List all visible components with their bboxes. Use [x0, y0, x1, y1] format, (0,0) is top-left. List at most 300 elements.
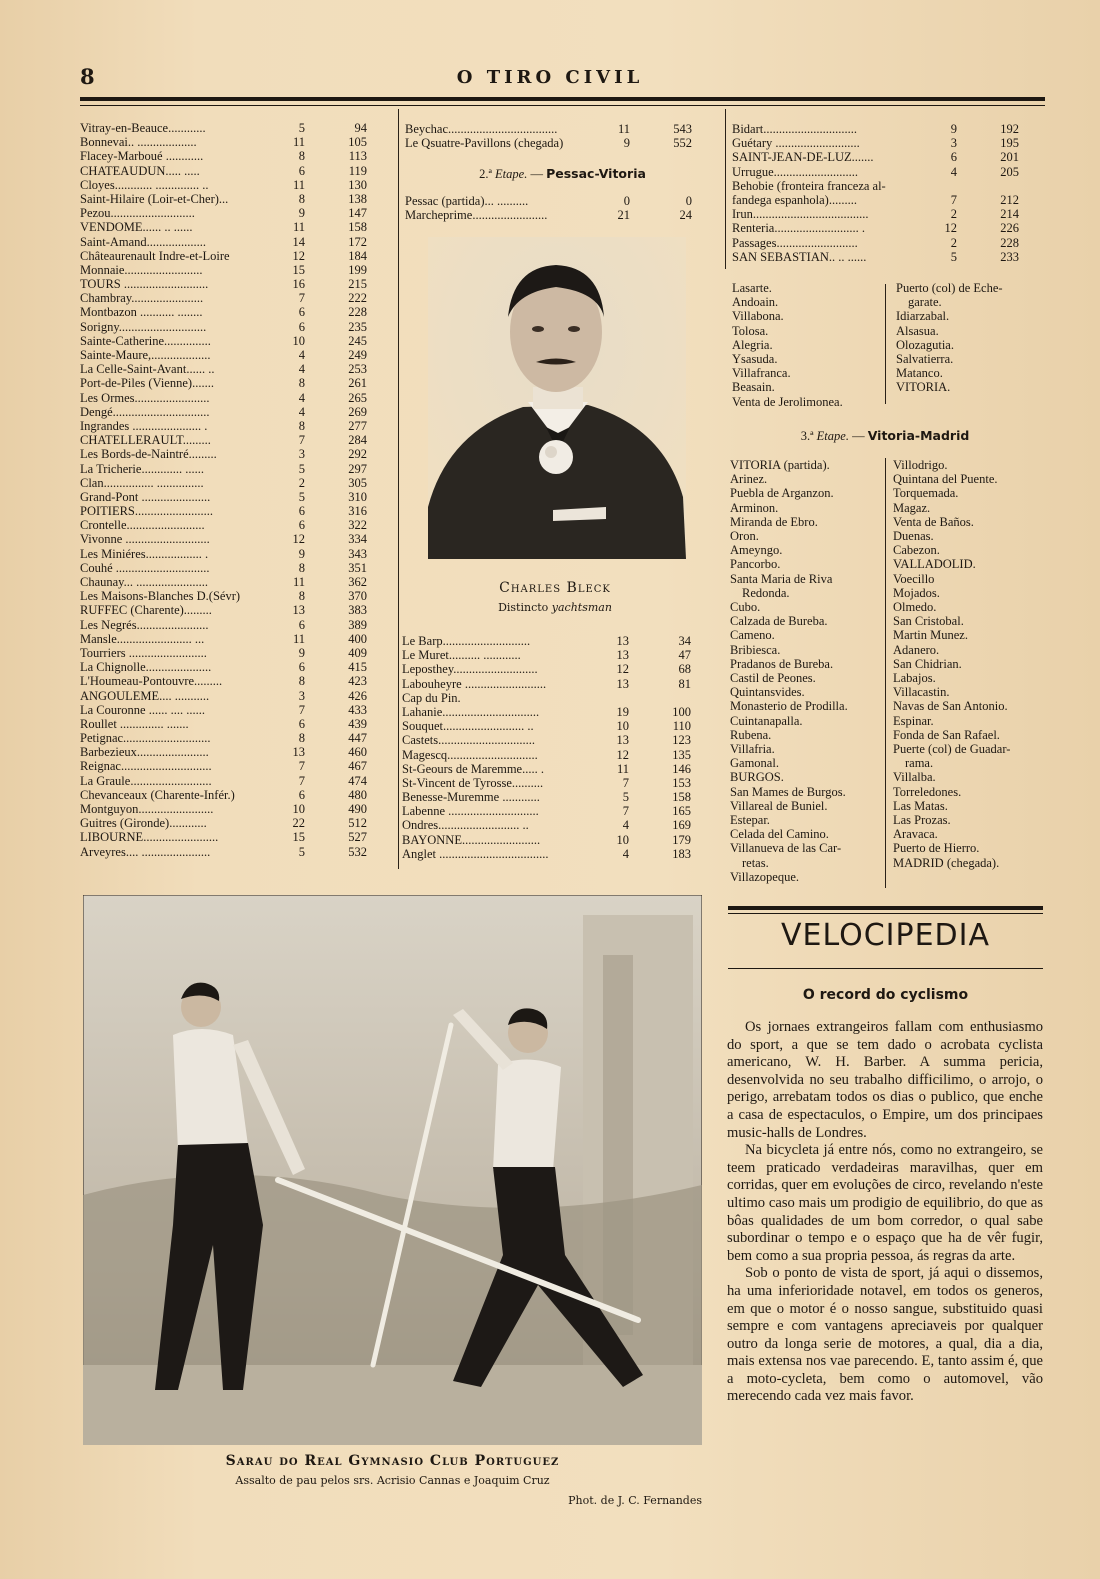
- stage-km: 8: [298, 149, 305, 164]
- etape-2-heading: 2.ª Etape. — Pessac-Vitoria: [479, 166, 646, 181]
- place-name: Ysasuda.: [732, 352, 778, 367]
- place-name: VALLADOLID.: [893, 557, 976, 572]
- stage-km: 4: [622, 818, 629, 833]
- place-name: Gamonal.: [730, 756, 779, 771]
- place-name: Bidart..............................: [732, 122, 857, 136]
- cumulative-km: 123: [672, 733, 691, 748]
- itinerary-row: [732, 122, 1022, 136]
- stage-km: 8: [298, 376, 305, 391]
- place-name: Clan................ ...............: [80, 475, 204, 490]
- place-name: Redonda.: [742, 585, 790, 600]
- itinerary-row: [80, 447, 370, 461]
- cumulative-km: 153: [672, 775, 691, 790]
- place-name: Bonnevai.. ...................: [80, 135, 197, 150]
- place-name: Ondres.......................... ..: [402, 818, 529, 833]
- cumulative-km: 205: [1000, 164, 1019, 179]
- place-name: POITIERS.........................: [80, 504, 213, 519]
- stage-km: 14: [292, 234, 305, 249]
- place-name: Villafria.: [730, 742, 775, 757]
- place-name: Les Ormes........................: [80, 390, 210, 405]
- itinerary-row: [80, 731, 370, 745]
- page-number: 8: [80, 64, 95, 89]
- itinerary-row: [80, 277, 370, 291]
- cumulative-km: 284: [348, 433, 367, 448]
- place-name: Mansle........................ ...: [80, 631, 205, 646]
- itinerary-row: [80, 164, 370, 178]
- stage-km: 2: [298, 475, 305, 490]
- photo-caption-title: Sarau do Real Gymnasio Club Portuguez: [225, 1453, 560, 1469]
- stage-km: 6: [298, 518, 305, 533]
- itinerary-row: [80, 291, 370, 305]
- article-headline: O record do cyclismo: [802, 987, 969, 1003]
- place-name: Villafranca.: [732, 366, 791, 381]
- itinerary-table-col2-bottom: [402, 634, 694, 861]
- place-name: SAINT-JEAN-DE-LUZ.......: [732, 150, 874, 165]
- itinerary-row: [732, 250, 1022, 264]
- itinerary-table-col2-top: [405, 122, 695, 150]
- stage-km: 5: [298, 844, 305, 859]
- place-name: Villodrigo.: [893, 458, 948, 472]
- place-name: Les Negrés.......................: [80, 617, 209, 632]
- itinerary-row: [80, 660, 370, 674]
- itinerary-row: [80, 632, 370, 646]
- cumulative-km: 512: [348, 816, 367, 831]
- itinerary-row: [80, 618, 370, 632]
- place-name: Sainte-Catherine...............: [80, 333, 211, 348]
- cumulative-km: 113: [348, 149, 367, 164]
- place-name: Magaz.: [893, 500, 931, 515]
- itinerary-row: [80, 206, 370, 220]
- cumulative-km: 214: [1000, 207, 1019, 222]
- stage-km: 6: [298, 163, 305, 178]
- place-name: San Mames de Burgos.: [730, 784, 846, 799]
- place-name: San Cristobal.: [893, 614, 964, 629]
- cumulative-km: 130: [348, 177, 367, 192]
- place-name: garate.: [908, 295, 942, 310]
- place-name: San Chidrian.: [893, 656, 962, 671]
- place-name: Duenas.: [893, 529, 934, 544]
- cumulative-km: 265: [348, 390, 367, 405]
- stage-km: 11: [292, 575, 305, 589]
- stage-km: 12: [616, 662, 629, 677]
- place-name: Lahanie...............................: [402, 704, 540, 719]
- stage-km: 4: [298, 404, 305, 419]
- place-name: rama.: [905, 756, 934, 771]
- itinerary-row: [402, 790, 694, 804]
- itinerary-row: [80, 220, 370, 234]
- itinerary-row: [405, 208, 695, 222]
- cumulative-km: 362: [348, 575, 367, 589]
- stage-km: 21: [617, 208, 630, 223]
- stage-km: 6: [950, 150, 957, 165]
- cumulative-km: 532: [348, 844, 367, 859]
- cumulative-km: 158: [348, 220, 367, 235]
- stage-km: 6: [298, 319, 305, 334]
- column-divider: [398, 109, 399, 869]
- itinerary-row: [80, 774, 370, 788]
- itinerary-row: [80, 178, 370, 192]
- place-name: Montguyon........................: [80, 802, 214, 816]
- place-name: Venta de Jerolimonea.: [732, 394, 843, 409]
- place-name: Torreledones.: [893, 784, 962, 799]
- cumulative-km: 179: [672, 832, 691, 847]
- cumulative-km: 334: [348, 532, 367, 547]
- stage-km: 11: [617, 122, 630, 136]
- fencing-photo: [83, 895, 702, 1445]
- place-name: Vitray-en-Beauce............: [80, 121, 206, 135]
- cumulative-km: 269: [348, 404, 367, 419]
- itinerary-row: [80, 348, 370, 362]
- cumulative-km: 490: [348, 802, 367, 816]
- place-name: Cap du Pin.: [402, 690, 461, 705]
- place-name: Chaunay... .......................: [80, 575, 208, 589]
- place-name: Villareal de Buniel.: [730, 798, 828, 813]
- stage-km: 13: [616, 634, 629, 648]
- stage-km: 5: [298, 489, 305, 504]
- itinerary-row: [402, 748, 694, 762]
- itinerary-table-col2-mid: [405, 194, 695, 222]
- itinerary-row: [80, 362, 370, 376]
- itinerary-row: [402, 847, 694, 861]
- place-name: VENDOME...... .. ......: [80, 220, 193, 235]
- cumulative-km: 228: [348, 305, 367, 320]
- stage-km: 6: [298, 305, 305, 320]
- stage-km: 7: [622, 775, 629, 790]
- stage-km: 3: [298, 688, 305, 703]
- itinerary-row: [732, 207, 1022, 221]
- place-name: Couhé ..............................: [80, 560, 210, 575]
- place-name: Reignac.............................: [80, 759, 212, 774]
- place-name: Renteria........................... .: [732, 221, 865, 236]
- place-name: Labouheyre ..........................: [402, 676, 547, 691]
- place-name: Le Barp............................: [402, 634, 531, 648]
- article-paragraph: Os jornaes extrangeiros fallam com enthusiasmo do sport, a que se tem dado o acrobata cyclista americano, W. H. Barber. A summa pericia, desenvolvida no seu trabalho difficilimo, o arrojo, o perigo, arrebatam todos os dias o publico, que enche a casa de espectaculos, o Empire, um dos principaes music-halls de Londres.: [727, 1019, 1043, 1141]
- place-name: Ingrandes ...................... .: [80, 418, 208, 433]
- place-name: Beasain.: [732, 380, 775, 395]
- place-name: Port-de-Piles (Vienne).......: [80, 376, 214, 391]
- itinerary-row: [402, 634, 694, 648]
- cumulative-km: 158: [672, 790, 691, 805]
- place-name: Villacastin.: [893, 685, 950, 700]
- place-name: Salvatierra.: [896, 352, 954, 367]
- stage-km: 10: [292, 802, 305, 816]
- place-name: Puebla de Arganzon.: [730, 486, 834, 501]
- stage-km: 7: [298, 291, 305, 306]
- photo-caption-sub: Assalto de pau pelos srs. Acrisio Cannas e Joaquim Cruz: [235, 1474, 550, 1487]
- place-name: L'Houmeau-Pontouvre.........: [80, 674, 223, 689]
- place-name: Anglet ...................................: [402, 846, 549, 861]
- place-name: Voecillo: [893, 571, 935, 586]
- itinerary-row: [405, 194, 695, 208]
- cumulative-km: 47: [678, 648, 691, 663]
- place-name: Cuintanapalla.: [730, 713, 803, 728]
- column-divider: [885, 284, 886, 404]
- stage-km: 9: [298, 206, 305, 221]
- place-name: Tolosa.: [732, 323, 769, 338]
- portrait-caption-sub: Distincto yachtsman: [498, 601, 612, 614]
- stage-km: 7: [622, 804, 629, 819]
- place-name: Barbezieux.......................: [80, 745, 209, 760]
- place-name: Saint-Amand...................: [80, 234, 207, 249]
- itinerary-row: [80, 490, 370, 504]
- place-name: Sainte-Maure,...................: [80, 348, 211, 362]
- itinerary-row: [80, 575, 370, 589]
- place-name: Miranda de Ebro.: [730, 514, 818, 529]
- stage-km: 8: [298, 731, 305, 746]
- place-name: Quintansvides.: [730, 685, 805, 700]
- stage-km: 4: [298, 390, 305, 405]
- itinerary-row: [402, 719, 694, 733]
- place-name: Celada del Camino.: [730, 827, 829, 842]
- place-name: Castil de Peones.: [730, 671, 816, 686]
- itinerary-row: [80, 334, 370, 348]
- place-name: Beychac...................................: [405, 122, 558, 136]
- place-name: Roullet .............. .......: [80, 716, 189, 731]
- place-name: RUFFEC (Charente).........: [80, 603, 212, 618]
- column-divider: [885, 458, 886, 888]
- cumulative-km: 249: [348, 348, 367, 362]
- place-name: Olmedo.: [893, 600, 937, 615]
- cumulative-km: 34: [678, 634, 691, 648]
- cumulative-km: 169: [672, 818, 691, 833]
- place-name: Arveyres.... ......................: [80, 844, 211, 859]
- itinerary-row: [80, 476, 370, 490]
- stage-km: 9: [623, 136, 630, 151]
- cumulative-km: 233: [1000, 249, 1019, 264]
- place-name: Pezou...........................: [80, 206, 195, 221]
- cumulative-km: 165: [672, 804, 691, 819]
- cumulative-km: 439: [348, 716, 367, 731]
- cumulative-km: 527: [348, 830, 367, 845]
- place-name: Les Maisons-Blanches D.(Sévr): [80, 589, 241, 604]
- stage-km: 16: [292, 277, 305, 292]
- place-name: retas.: [742, 855, 769, 870]
- stage-km: 13: [616, 676, 629, 691]
- place-name: Monasterio de Prodilla.: [730, 699, 848, 714]
- itinerary-row: [732, 193, 1022, 207]
- place-name: Urrugue...........................: [732, 164, 859, 179]
- itinerary-row: [80, 391, 370, 405]
- itinerary-row: [402, 648, 694, 662]
- itinerary-row: [732, 150, 1022, 164]
- cumulative-km: 426: [348, 688, 367, 703]
- stage-km: 11: [292, 177, 305, 192]
- place-name: Le Qsuatre-Pavillons (chegada): [405, 136, 564, 151]
- stage-km: 9: [298, 645, 305, 660]
- place-name: Cloyes............ .............. ..: [80, 177, 209, 192]
- newspaper-title: O TIRO CIVIL: [456, 67, 644, 88]
- etape-3-heading: 3.ª Etape. — Vitoria-Madrid: [800, 428, 970, 443]
- cumulative-km: 389: [348, 617, 367, 632]
- stage-km: 19: [616, 704, 629, 719]
- cumulative-km: 138: [348, 191, 367, 206]
- stage-km: 11: [616, 761, 629, 776]
- itinerary-row: [732, 221, 1022, 235]
- stage-km: 12: [944, 221, 957, 236]
- place-name: Fonda de San Rafael.: [893, 727, 1000, 742]
- place-name: Pessac (partida)... ..........: [405, 194, 529, 208]
- cumulative-km: 222: [348, 291, 367, 306]
- place-name: Irun.....................................: [732, 207, 869, 222]
- stage-km: 12: [292, 532, 305, 547]
- itinerary-row: [80, 603, 370, 617]
- place-name: La Tricherie............. ......: [80, 461, 204, 476]
- itinerary-row: [80, 504, 370, 518]
- place-name: VITORIA.: [896, 380, 951, 395]
- place-name: TOURS ...........................: [80, 277, 209, 292]
- itinerary-row: [80, 419, 370, 433]
- place-name: St-Geours de Maremme..... .: [402, 761, 544, 776]
- place-name: Souquet.......................... ..: [402, 719, 534, 734]
- section-rule: [728, 906, 1043, 910]
- stage-km: 5: [298, 461, 305, 476]
- cumulative-km: 184: [348, 248, 367, 263]
- place-name: Adanero.: [893, 642, 940, 657]
- place-name: Cabezon.: [893, 543, 940, 558]
- place-name: Lasarte.: [732, 281, 772, 295]
- place-name: Olozagutia.: [896, 337, 954, 352]
- stage-km: 3: [950, 136, 957, 151]
- place-name: fandega espanhola).........: [732, 192, 857, 207]
- stage-km: 12: [616, 747, 629, 762]
- stage-km: 8: [298, 191, 305, 206]
- photo-credit: Phot. de J. C. Fernandes: [568, 1494, 702, 1507]
- itinerary-row: [80, 149, 370, 163]
- cumulative-km: 201: [1000, 150, 1019, 165]
- itinerary-row: [80, 703, 370, 717]
- place-name: Espinar.: [893, 713, 934, 728]
- cumulative-km: 423: [348, 674, 367, 689]
- place-name: Sorigny............................: [80, 319, 207, 334]
- itinerary-row: [80, 830, 370, 844]
- place-name: Crontelle.........................: [80, 518, 205, 533]
- cumulative-km: 81: [678, 676, 691, 691]
- stage-km: 7: [950, 192, 957, 207]
- itinerary-row: [402, 776, 694, 790]
- stage-km: 5: [622, 790, 629, 805]
- stage-km: 22: [292, 816, 305, 831]
- stage-km: 2: [950, 235, 957, 250]
- route-list-right: [893, 458, 1045, 870]
- cumulative-km: 310: [348, 489, 367, 504]
- cumulative-km: 68: [678, 662, 691, 677]
- itinerary-row: [80, 802, 370, 816]
- itinerary-row: [80, 462, 370, 476]
- cumulative-km: 195: [1000, 136, 1019, 151]
- cumulative-km: 105: [348, 135, 367, 150]
- itinerary-table-col3-top: [732, 122, 1022, 264]
- itinerary-row: [405, 122, 695, 136]
- cumulative-km: 400: [348, 631, 367, 646]
- place-name: BURGOS.: [730, 770, 784, 785]
- place-name: Calzada de Bureba.: [730, 614, 828, 629]
- place-name: Puerto (col) de Eche-: [896, 281, 1003, 295]
- cumulative-km: 261: [348, 376, 367, 391]
- place-name: Idiarzabal.: [896, 309, 950, 324]
- itinerary-row: [732, 165, 1022, 179]
- stage-km: 7: [298, 433, 305, 448]
- place-name: Torquemada.: [893, 486, 959, 501]
- cumulative-km: 351: [348, 560, 367, 575]
- place-name: Les Miniéres.................. .: [80, 546, 209, 561]
- itinerary-row: [80, 263, 370, 277]
- itinerary-row: [80, 405, 370, 419]
- header-rule-thin: [80, 105, 1045, 106]
- place-name: Les Bords-de-Naintré.........: [80, 447, 217, 462]
- place-name: Martin Munez.: [893, 628, 968, 643]
- stage-km: 11: [292, 631, 305, 646]
- cumulative-km: 370: [348, 589, 367, 604]
- stage-km: 13: [292, 745, 305, 760]
- section-title-rule: [728, 968, 1043, 969]
- itinerary-row: [402, 691, 694, 705]
- place-name: Tourriers .........................: [80, 645, 207, 660]
- itinerary-row: [80, 788, 370, 802]
- itinerary-row: [80, 845, 370, 859]
- cumulative-km: 0: [685, 194, 692, 208]
- cumulative-km: 147: [348, 206, 367, 221]
- place-name: Behobie (fronteira franceza al-: [732, 178, 886, 193]
- place-name: Chambray.......................: [80, 291, 204, 306]
- stage-km: 4: [298, 362, 305, 377]
- cumulative-km: 253: [348, 362, 367, 377]
- itinerary-row: [80, 646, 370, 660]
- itinerary-row: [80, 717, 370, 731]
- cumulative-km: 297: [348, 461, 367, 476]
- cumulative-km: 343: [348, 546, 367, 561]
- stage-km: 4: [622, 846, 629, 861]
- stage-km: 7: [298, 773, 305, 788]
- itinerary-row: [402, 733, 694, 747]
- stage-km: 4: [298, 348, 305, 362]
- itinerary-row: [402, 804, 694, 818]
- stage-km: 10: [616, 832, 629, 847]
- place-name: Cameno.: [730, 628, 775, 643]
- place-name: Saint-Hilaire (Loir-et-Cher)...: [80, 191, 229, 206]
- place-name: Alsasua.: [896, 323, 939, 338]
- itinerary-row: [80, 249, 370, 263]
- place-name: VITORIA (partida).: [730, 458, 830, 472]
- place-name: LIBOURNE........................: [80, 830, 219, 845]
- cumulative-km: 226: [1000, 221, 1019, 236]
- stage-km: 4: [950, 164, 957, 179]
- stage-km: 6: [298, 787, 305, 802]
- itinerary-row: [732, 236, 1022, 250]
- itinerary-row: [80, 561, 370, 575]
- portrait-photo: [428, 237, 686, 559]
- cumulative-km: 94: [354, 121, 367, 135]
- stage-km: 8: [298, 560, 305, 575]
- place-name: Leposthey...........................: [402, 662, 538, 677]
- stage-km: 10: [616, 719, 629, 734]
- cumulative-km: 277: [348, 418, 367, 433]
- place-name: La Celle-Saint-Avant...... ..: [80, 362, 215, 377]
- article-body: [727, 1019, 1043, 1406]
- cumulative-km: 433: [348, 702, 367, 717]
- cumulative-km: 228: [1000, 235, 1019, 250]
- stage-km: 10: [292, 333, 305, 348]
- cumulative-km: 100: [672, 704, 691, 719]
- place-name: Guétary ...........................: [732, 136, 860, 151]
- place-name: Las Prozas.: [893, 813, 951, 828]
- cumulative-km: 292: [348, 447, 367, 462]
- cumulative-km: 172: [348, 234, 367, 249]
- cumulative-km: 467: [348, 759, 367, 774]
- stage-km: 13: [616, 733, 629, 748]
- place-name: Arminon.: [730, 500, 779, 515]
- cumulative-km: 119: [348, 163, 367, 178]
- cumulative-km: 316: [348, 504, 367, 519]
